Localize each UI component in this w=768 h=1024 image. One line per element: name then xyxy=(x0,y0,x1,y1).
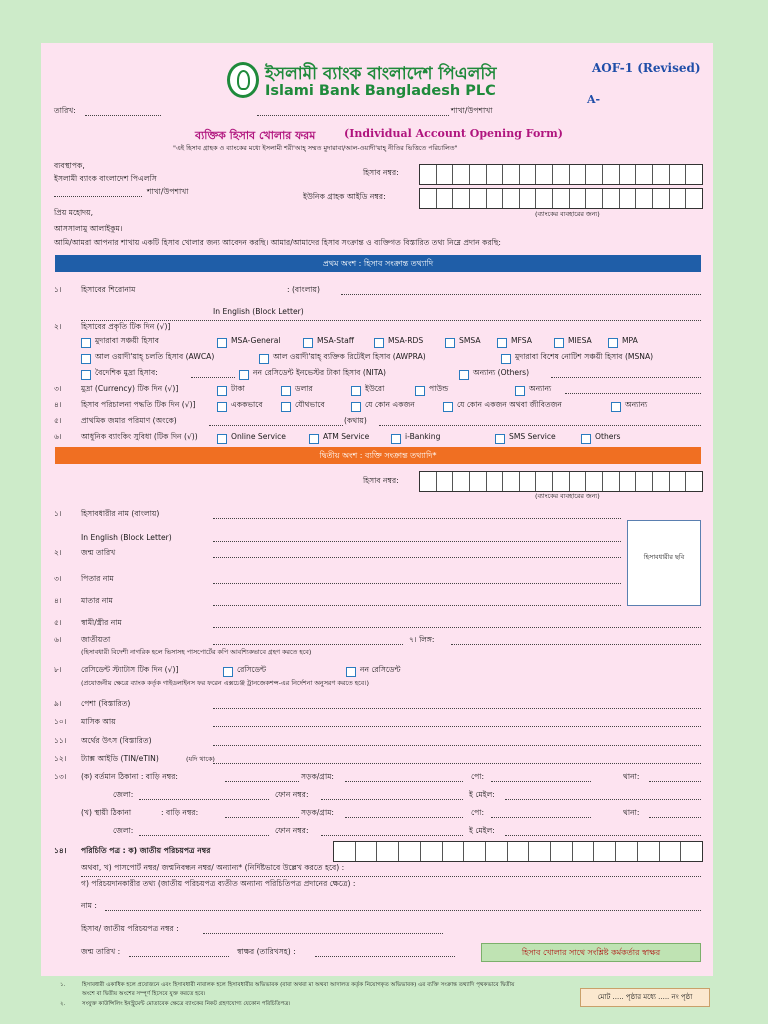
atm-service-label: ATM Service xyxy=(323,432,370,441)
p2-row9-number: ৯। xyxy=(54,699,62,708)
present-house-field[interactable] xyxy=(225,781,299,782)
permanent-house-field[interactable] xyxy=(225,817,299,818)
deposit-figure-field[interactable] xyxy=(209,425,343,426)
msna-checkbox[interactable] xyxy=(501,354,511,364)
gender-label: ৭। লিঙ্গ: xyxy=(409,635,435,644)
photo-label: হিসাবধারীর ছবি xyxy=(643,553,685,561)
either-label: যে কোন একজন xyxy=(365,400,415,409)
permanent-house-label: : বাড়ি নম্বর: xyxy=(161,808,199,817)
serial-prefix: A- xyxy=(587,93,601,106)
mfsa-checkbox[interactable] xyxy=(497,338,507,348)
introducer-label: গ) পরিচয়দানকারীর তথ্য (জাতীয় পরিচয়পত্র ব্যতীত অন্যান্য পরিচিতিপত্র প্রদানের ক্ষেত্রে) : xyxy=(81,879,356,888)
others-type-field[interactable] xyxy=(551,377,701,378)
p2-row2-number: ২। xyxy=(54,548,62,557)
nid-boxes[interactable] xyxy=(333,841,703,862)
services-label: আধুনিক ব্যাংকিং সুবিধা (টিক দিন (√)) xyxy=(81,432,198,441)
passport-field[interactable] xyxy=(81,876,701,877)
mother-label: মাতার নাম xyxy=(81,596,113,605)
holder-name-bn-field[interactable] xyxy=(213,518,621,519)
present-po-field[interactable] xyxy=(491,781,591,782)
present-address-label: (ক) বর্তমান ঠিকানা : বাড়ি নম্বর: xyxy=(81,772,178,781)
others-service-label: Others xyxy=(595,432,621,441)
dollar-checkbox[interactable] xyxy=(281,386,291,396)
awpra-checkbox[interactable] xyxy=(259,354,269,364)
ibanking-label: i-Banking xyxy=(405,432,441,441)
fund-source-field[interactable] xyxy=(213,745,701,746)
taka-checkbox[interactable] xyxy=(217,386,227,396)
msa-staff-label: MSA-Staff xyxy=(317,336,354,345)
mudaraba-checkbox[interactable] xyxy=(81,338,91,348)
account-title-label: হিসাবের শিরোনাম xyxy=(81,285,136,294)
pound-label: পাউন্ড xyxy=(429,384,449,393)
account-title-en-field[interactable] xyxy=(81,320,701,321)
euro-checkbox[interactable] xyxy=(351,386,361,396)
currency-other-field[interactable] xyxy=(565,393,701,394)
miesa-label: MIESA xyxy=(568,336,592,345)
p2-row11-number: ১১। xyxy=(54,736,67,745)
form-tagline: "এই হিসাব গ্রাহক ও ব্যাংকের মধ্যে ইসলামী শরী'আহ্ সম্মত মুদারাবা/আল-ওয়াদী'য়াহ্ নীতির ভিত্তিতে পরিচালিত" xyxy=(173,144,458,152)
resident-note: (প্রযোজনীয় ক্ষেত্রে ব্যাংক কর্তৃক গাইডলাইনস ফর ফরেন এক্সচেঞ্জ ট্রানজেকশন্স-এর নির্দেশনা অনুসরণ করতে হবে।) xyxy=(81,679,369,687)
present-po-label: পো: xyxy=(471,772,484,781)
nita-label: নন রেসিডেন্ট ইনভেস্টর টাকা হিসাব (NITA) xyxy=(253,368,387,377)
msna-label: মুদারাবা বিশেষ নোটিশ সঞ্চয়ী হিসাব (MSNA) xyxy=(515,352,654,361)
footnote-1-line2: অংশে বা দ্বিতীয় অংশের সম্পূর্ণ হিসেবে যুক্ত করতে হবে। xyxy=(82,991,206,997)
branch-field[interactable] xyxy=(257,115,449,116)
officer-signature-box[interactable]: হিসাব খোলার সাথে সংশ্লিষ্ট কর্মকর্তার স্বাক্ষর xyxy=(481,943,701,962)
deposit-words-field[interactable] xyxy=(379,425,701,426)
awca-label: আল ওয়াদী'য়াহ্ চলতি হিসাব (AWCA) xyxy=(95,352,215,361)
bank-name-en: Islami Bank Bangladesh PLC xyxy=(265,83,496,99)
page-count-box: মোট ..... পৃষ্ঠার মধ্যে ..... নং পৃষ্ঠা xyxy=(580,988,710,1007)
form-title-bn: ব্যক্তিক হিসাব খোলার ফরম xyxy=(195,129,316,142)
p2-row13-number: ১৩। xyxy=(54,772,67,781)
bank-logo-icon xyxy=(227,62,259,98)
present-district-field[interactable] xyxy=(139,799,269,800)
atm-service-checkbox[interactable] xyxy=(309,434,319,444)
account-no-label: হিসাব নম্বর: xyxy=(363,168,399,177)
form-code: AOF-1 (Revised) xyxy=(592,61,701,75)
currency-other-checkbox[interactable] xyxy=(515,386,525,396)
present-road-label: সড়ক/গ্রাম: xyxy=(301,772,334,781)
spouse-field[interactable] xyxy=(213,627,701,628)
operation-label: হিসাব পরিচালনা পদ্ধতি টিক দিন (√)] xyxy=(81,400,196,409)
footnote-2-text: সংযুক্ত কাউন্সিলিং ইনস্ট্রুমেন্ট মোতাবেক ক্ষেত্রে ব্যাংকের নিকট গ্রহণযোগ্য যেকোন পরিচিতিপত্র। xyxy=(82,1001,291,1007)
operation-other-checkbox[interactable] xyxy=(611,402,621,412)
online-service-checkbox[interactable] xyxy=(217,434,227,444)
permanent-district-label: জেলা: xyxy=(113,826,134,835)
present-email-label: ই মেইল: xyxy=(469,790,495,799)
passport-label: অথবা, খ) পাসপোর্ট নম্বর/ জন্মনিবন্ধন নম্বর/ অন্যান্য* (নির্দিষ্টভাবে উল্লেখ করতে হবে) : xyxy=(81,863,345,872)
awpra-label: আল ওয়াদী'য়াহ্ ব্যক্তিক রিটেইল হিসাব (AWPRA) xyxy=(273,352,426,361)
non-resident-checkbox[interactable] xyxy=(346,667,356,677)
others-type-label: অন্যান্য (Others) xyxy=(473,368,530,377)
p2-row3-number: ৩। xyxy=(54,574,62,583)
others-type-checkbox[interactable] xyxy=(459,370,469,380)
row5-number: ৫। xyxy=(54,416,62,425)
operation-other-label: অন্যান্য xyxy=(625,400,648,409)
addr-line2: ইসলামী ব্যাংক বাংলাদেশ পিএলসি xyxy=(54,174,157,183)
survivor-label: যে কোন একজন অথবা জীবিতজন xyxy=(457,400,562,409)
permanent-phone-label: ফোন নম্বর: xyxy=(275,826,309,835)
customer-id-boxes[interactable] xyxy=(419,188,703,209)
holder-name-bn-label: হিসাবধারীর নাম (বাংলায়) xyxy=(81,509,160,518)
customer-id-label: ইউনিক গ্রাহক আইডি নম্বর: xyxy=(303,192,386,201)
account-no-boxes[interactable] xyxy=(419,164,703,185)
nationality-label: জাতীয়তা xyxy=(81,635,111,644)
fund-source-label: অর্থের উৎস (বিস্তারিত) xyxy=(81,736,152,745)
present-phone-field[interactable] xyxy=(321,799,463,800)
smsa-label: SMSA xyxy=(459,336,481,345)
currency-label: মুদ্রা (Currency) টিক দিন (√)] xyxy=(81,384,179,393)
part2-account-no-boxes[interactable] xyxy=(419,471,703,492)
addr-branch-field[interactable] xyxy=(54,196,142,197)
miesa-checkbox[interactable] xyxy=(554,338,564,348)
nationality-note: (হিসাবধারী বিদেশী নাগরিক হলে ভিসাসহ পাসপোর্টের কপি আবশ্যিকভাবে গ্রহণ করতে হবে) xyxy=(81,648,312,656)
introducer-nid-field[interactable] xyxy=(203,933,443,934)
monthly-income-field[interactable] xyxy=(213,726,701,727)
bank-use-note: (ব্যাংকের ব্যবহারের জন্য) xyxy=(535,210,600,218)
present-phone-label: ফোন নম্বর: xyxy=(275,790,309,799)
present-district-label: জেলা: xyxy=(113,790,134,799)
footnote-2-number: ২. xyxy=(60,1001,66,1007)
p2-row6-number: ৬। xyxy=(54,635,62,644)
profession-field[interactable] xyxy=(213,708,701,709)
tin-note: (যদি থাকে) xyxy=(186,755,215,763)
introducer-nid-label: হিসাব/ জাতীয় পরিচয়পত্র নম্বর : xyxy=(81,924,179,933)
addr-line1: ব্যবস্থাপক, xyxy=(54,161,85,170)
father-field[interactable] xyxy=(213,583,621,584)
tin-label: ট্যাক্স আইডি (TIN/eTIN) xyxy=(81,754,159,763)
permanent-road-label: সড়ক/গ্রাম: xyxy=(301,808,334,817)
spouse-label: স্বামী/স্ত্রীর নাম xyxy=(81,618,122,627)
present-road-field[interactable] xyxy=(345,781,463,782)
dob-label: জন্ম তারিখ xyxy=(81,548,116,557)
fc-field[interactable] xyxy=(191,377,235,378)
deposit-words-label: (কথায়) xyxy=(344,416,367,425)
currency-other-label: অন্যান্য xyxy=(529,384,552,393)
part2-bank-use-note: (ব্যাংকের ব্যবহারের জন্য) xyxy=(535,492,600,500)
non-resident-label: নন রেসিডেন্ট xyxy=(360,665,401,674)
dollar-label: ডলার xyxy=(295,384,313,393)
date-label: তারিখ: xyxy=(54,106,76,115)
salutation-2: আসসালামু আলাইকুম। xyxy=(54,224,123,233)
father-label: পিতার নাম xyxy=(81,574,114,583)
sms-service-label: SMS Service xyxy=(509,432,556,441)
dob-field[interactable] xyxy=(213,557,621,558)
permanent-phone-field[interactable] xyxy=(321,835,463,836)
form-sheet xyxy=(41,43,713,976)
resident-status-label: রেসিডেন্ট স্ট্যাটাস টিক দিন (√)] xyxy=(81,665,179,674)
pound-checkbox[interactable] xyxy=(415,386,425,396)
resident-checkbox[interactable] xyxy=(223,667,233,677)
mpa-label: MPA xyxy=(622,336,638,345)
permanent-road-field[interactable] xyxy=(345,817,463,818)
permanent-district-field[interactable] xyxy=(139,835,269,836)
introducer-signature-label: স্বাক্ষর (তারিখসহ) : xyxy=(237,947,296,956)
row2-number: ২। xyxy=(54,322,62,331)
introducer-name-field[interactable] xyxy=(105,910,701,911)
p2-row14-number: ১৪। xyxy=(54,846,67,855)
others-service-checkbox[interactable] xyxy=(581,434,591,444)
introducer-name-label: নাম : xyxy=(81,901,97,910)
date-field[interactable] xyxy=(85,115,161,116)
present-thana-field[interactable] xyxy=(649,781,701,782)
euro-label: ইউরো xyxy=(365,384,385,393)
permanent-email-label: ই মেইল: xyxy=(469,826,495,835)
holder-name-en-label: In English (Block Letter) xyxy=(81,533,172,542)
smsa-checkbox[interactable] xyxy=(445,338,455,348)
msa-rds-checkbox[interactable] xyxy=(374,338,384,348)
msa-general-checkbox[interactable] xyxy=(217,338,227,348)
online-service-label: Online Service xyxy=(231,432,286,441)
account-title-bangla: : (বাংলায়) xyxy=(287,285,320,294)
row1-number: ১। xyxy=(54,285,62,294)
permanent-address-label: (খ) স্থায়ী ঠিকানা xyxy=(81,808,132,817)
joint-checkbox[interactable] xyxy=(281,402,291,412)
single-checkbox[interactable] xyxy=(217,402,227,412)
msa-rds-label: MSA-RDS xyxy=(388,336,424,345)
present-thana-label: থানা: xyxy=(623,772,640,781)
single-label: এককভাবে xyxy=(231,400,263,409)
addr-line3: শাখা/উপশাখা xyxy=(147,187,189,196)
tin-field[interactable] xyxy=(213,763,701,764)
resident-label: রেসিডেন্ট xyxy=(237,665,267,674)
present-email-field[interactable] xyxy=(505,799,701,800)
p2-row12-number: ১২। xyxy=(54,754,67,763)
p2-row4-number: ৪। xyxy=(54,596,62,605)
nid-label: পরিচিতি পত্র : ক) জাতীয় পরিচয়পত্র নম্বর xyxy=(81,846,211,855)
form-title-en: (Individual Account Opening Form) xyxy=(344,127,563,140)
p2-row10-number: ১০। xyxy=(54,717,67,726)
msa-staff-checkbox[interactable] xyxy=(303,338,313,348)
fc-checkbox[interactable] xyxy=(81,370,91,380)
joint-label: যৌথভাবে xyxy=(295,400,325,409)
row6-number: ৬। xyxy=(54,432,62,441)
sms-service-checkbox[interactable] xyxy=(495,434,505,444)
ibanking-checkbox[interactable] xyxy=(391,434,401,444)
account-type-label: হিসাবের প্রকৃতি টিক দিন (√)] xyxy=(81,322,171,331)
request-text: আমি/আমরা আপনার শাখায় একটি হিসাব খোলার জন্য আবেদন করছি। আমার/আমাদের হিসাব সংক্রান্ত ও ব্যক্তিগত বিস্তারিত তথ্য নিম্নে প্রদান করছি: xyxy=(54,238,501,247)
salutation-1: প্রিয় মহোদয়, xyxy=(54,208,94,217)
mother-field[interactable] xyxy=(213,605,621,606)
msa-general-label: MSA-General xyxy=(231,336,281,345)
deposit-label: প্রাথমিক জমার পরিমাণ (অংকে) xyxy=(81,416,177,425)
row4-number: ৪। xyxy=(54,400,62,409)
holder-name-en-field[interactable] xyxy=(213,541,621,542)
part2-account-no-label: হিসাব নম্বর: xyxy=(363,476,399,485)
survivor-checkbox[interactable] xyxy=(443,402,453,412)
p2-row8-number: ৮। xyxy=(54,665,62,674)
nationality-field[interactable] xyxy=(213,644,403,645)
nita-checkbox[interactable] xyxy=(239,370,249,380)
bank-name-bn: ইসলামী ব্যাংক বাংলাদেশ পিএলসি xyxy=(265,64,497,84)
fc-label: বৈদেশিক মুদ্রা হিসাব: xyxy=(95,368,158,377)
introducer-dob-label: জন্ম তারিখ : xyxy=(81,947,121,956)
account-title-en-label: In English (Block Letter) xyxy=(213,307,304,316)
profession-label: পেশা (বিস্তারিত) xyxy=(81,699,131,708)
part1-header: প্রথম অংশ : হিসাব সংক্রান্ত তথ্যাদি xyxy=(55,255,701,272)
row3-number: ৩। xyxy=(54,384,62,393)
mfsa-label: MFSA xyxy=(511,336,532,345)
part2-header: দ্বিতীয় অংশ : ব্যক্তি সংক্রান্ত তথ্যাদি* xyxy=(55,447,701,464)
footnote-1-number: ১. xyxy=(60,982,66,988)
permanent-thana-field[interactable] xyxy=(649,817,701,818)
monthly-income-label: মাসিক আয় xyxy=(81,717,116,726)
permanent-po-field[interactable] xyxy=(491,817,591,818)
footnote-1-line1: হিসাবধারী একাধিক হলে প্রযোজনে এবং হিসাবধারী নাবালক হলে হিসাবধারীর অভিভাবক (বাবা অথবা মা অথবা আদালত কর্তৃক নিয়োগকৃত অভিভাবক) এর ব্যক্তি সংক্রান্ত তথ্যাদি পৃথকভাবে দ্বিতীয় xyxy=(82,982,515,988)
introducer-dob-field[interactable] xyxy=(129,956,229,957)
branch-label: শাখা/উপশাখা xyxy=(451,106,493,115)
gender-field[interactable] xyxy=(451,644,701,645)
photo-box[interactable] xyxy=(627,520,701,606)
permanent-po-label: পো: xyxy=(471,808,484,817)
taka-label: টাকা xyxy=(231,384,245,393)
p2-row1-number: ১। xyxy=(54,509,62,518)
awca-checkbox[interactable] xyxy=(81,354,91,364)
account-title-bn-field[interactable] xyxy=(341,294,701,295)
either-checkbox[interactable] xyxy=(351,402,361,412)
mudaraba-label: মুদারাবা সঞ্চয়ী হিসাব xyxy=(95,336,159,345)
permanent-thana-label: থানা: xyxy=(623,808,640,817)
p2-row5-number: ৫। xyxy=(54,618,62,627)
permanent-email-field[interactable] xyxy=(505,835,701,836)
mpa-checkbox[interactable] xyxy=(608,338,618,348)
introducer-signature-field[interactable] xyxy=(315,956,455,957)
